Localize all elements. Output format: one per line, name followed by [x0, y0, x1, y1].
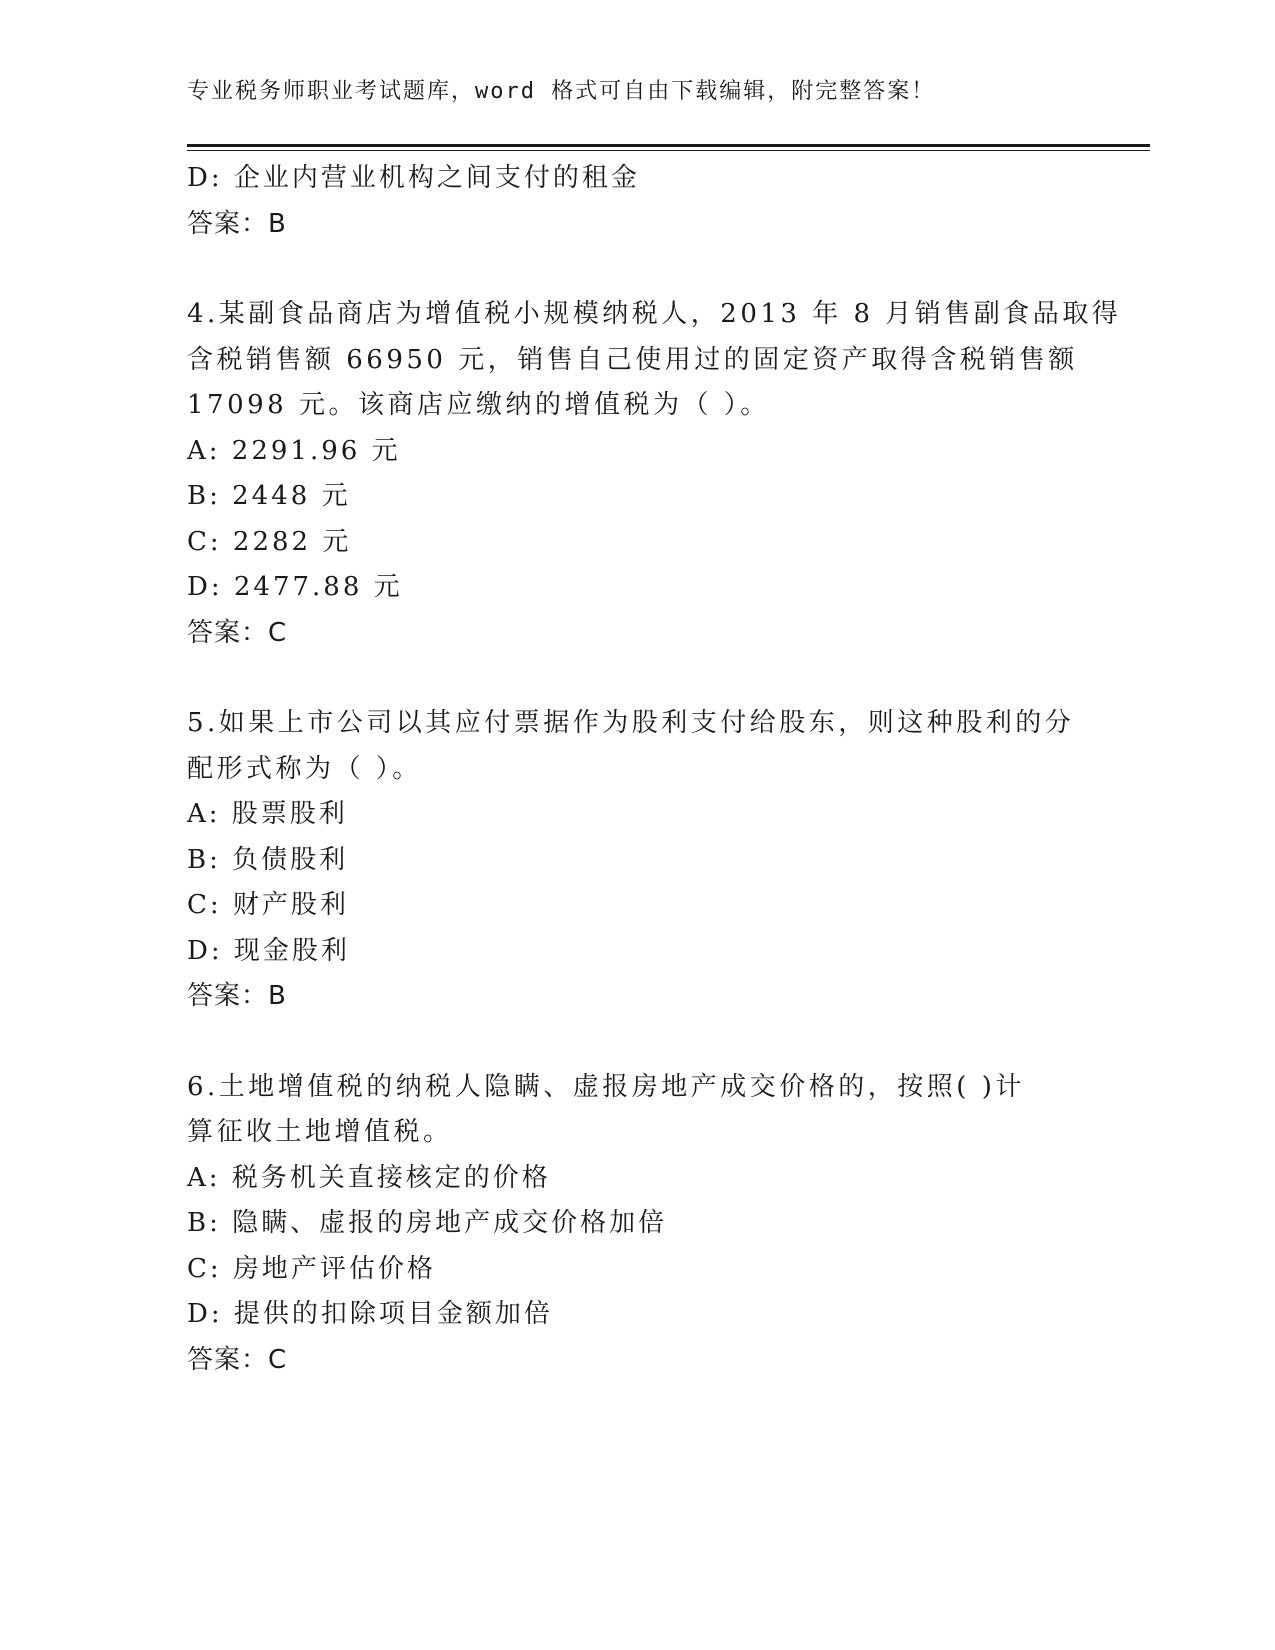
- stem-line: 17098 元。该商店应缴纳的增值税为（ ）。: [187, 390, 770, 420]
- spacer: [187, 247, 1087, 292]
- answer-line: 答案：B: [187, 208, 287, 239]
- option-b: B: 2448 元: [187, 481, 351, 511]
- question-block: [187, 292, 1122, 656]
- stem-line: 配形式称为（ ）。: [187, 753, 422, 784]
- question-block: [187, 1065, 1087, 1384]
- option-a: A: 税务机关直接核定的价格: [187, 1162, 551, 1193]
- stem-line: 含税销售额 66950 元，销售自己使用过的固定资产取得含税销售额: [187, 344, 1078, 375]
- answer-line: 答案：B: [187, 981, 287, 1011]
- stem-line: 4.某副食品商店为增值税小规模纳税人，2013 年 8 月销售副食品取得: [187, 299, 1122, 329]
- option-d: D: 企业内营业机构之间支付的租金: [187, 163, 640, 193]
- option-c: C: 财产股利: [187, 890, 349, 920]
- question-stem: [187, 701, 1087, 792]
- spacer: [187, 656, 1087, 701]
- option-b: B: 隐瞒、虚报的房地产成交价格加倍: [187, 1208, 668, 1238]
- question-stem: [187, 1065, 1087, 1156]
- header-divider-thick: [187, 144, 1150, 147]
- option-b: B: 负债股利: [187, 844, 349, 875]
- question-block: [187, 701, 1087, 1020]
- spacer: [187, 1020, 1087, 1065]
- option-d: D: 2477.88 元: [187, 572, 403, 602]
- option-c: C: 房地产评估价格: [187, 1253, 436, 1284]
- option-c: C: 2282 元: [187, 526, 352, 557]
- option-d: D: 现金股利: [187, 935, 350, 966]
- stem-line: 5.如果上市公司以其应付票据作为股利支付给股东，则这种股利的分: [187, 708, 1075, 738]
- header-divider-thin: [187, 150, 1150, 151]
- question-block: [187, 156, 1087, 247]
- question-list: [187, 156, 1122, 1383]
- answer-line: 答案：C: [187, 1344, 288, 1375]
- stem-line: 算征收土地增值税。: [187, 1117, 453, 1147]
- question-stem: [187, 292, 1122, 429]
- stem-line: 6.土地增值税的纳税人隐瞒、虚报房地产成交价格的，按照( )计: [187, 1071, 1025, 1102]
- page-header: 专业税务师职业考试题库，word 格式可自由下载编辑，附完整答案！: [187, 79, 936, 104]
- option-a: A: 2291.96 元: [187, 435, 401, 466]
- option-a: A: 股票股利: [187, 799, 348, 829]
- option-d: D: 提供的扣除项目金额加倍: [187, 1299, 553, 1329]
- answer-line: 答案：C: [187, 617, 288, 648]
